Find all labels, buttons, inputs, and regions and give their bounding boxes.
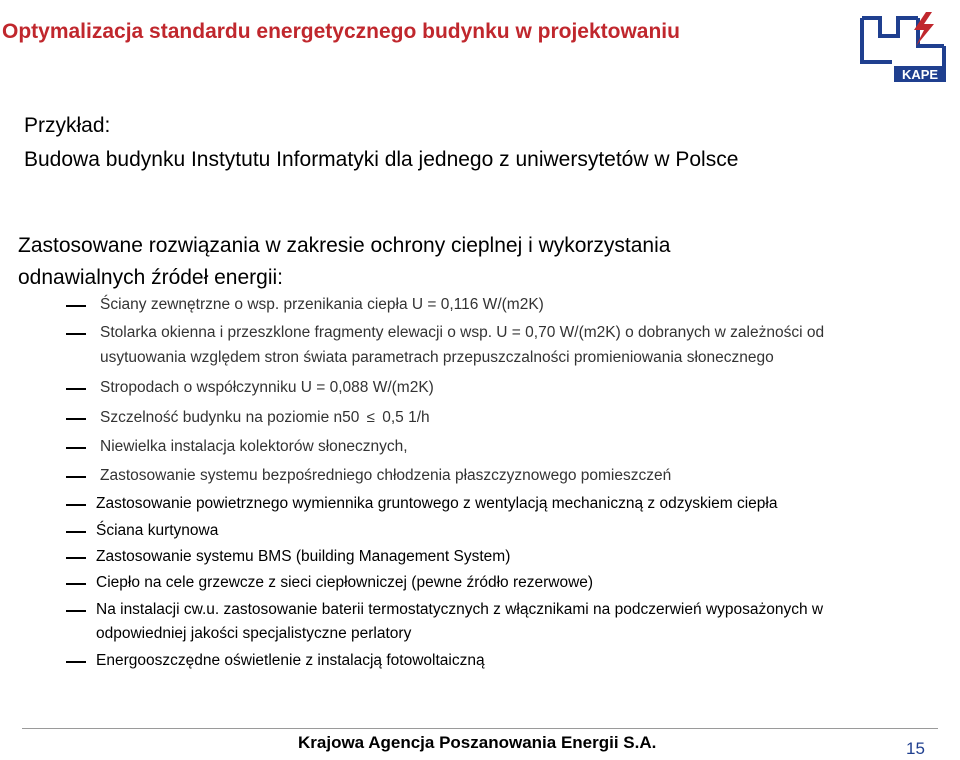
logo-text: KAPE bbox=[901, 67, 939, 82]
dash-bullet bbox=[66, 531, 86, 533]
dash-bullet bbox=[66, 447, 86, 449]
dash-bullet bbox=[66, 583, 86, 585]
dash-bullet bbox=[66, 476, 86, 478]
dash-bullet bbox=[66, 388, 86, 390]
section-heading bbox=[18, 230, 838, 294]
dash-bullet bbox=[66, 557, 86, 559]
dash-bullet bbox=[66, 418, 86, 420]
example-title: Budowa budynku Instytutu Informatyki dla jednego z uniwersytetów w Polsce bbox=[24, 148, 739, 171]
dash-bullet bbox=[66, 661, 86, 663]
footer-divider bbox=[22, 728, 938, 729]
less-equal-symbol: ≤ bbox=[366, 409, 375, 426]
dash-bullet bbox=[66, 504, 86, 506]
dash-bullet bbox=[66, 305, 86, 307]
dash-bullet bbox=[66, 610, 86, 612]
slide-title: Optymalizacja standardu energetycznego budynku w projektowaniu bbox=[2, 20, 680, 43]
page-number: 15 bbox=[906, 739, 925, 758]
dash-bullet bbox=[66, 333, 86, 335]
section-heading-line-2: odnawialnych źródeł energii: bbox=[18, 266, 283, 289]
section-heading-line-1: Zastosowane rozwiązania w zakresie ochrony cieplnej i wykorzystania bbox=[18, 234, 671, 257]
kape-logo bbox=[856, 6, 954, 88]
footer-organization: Krajowa Agencja Poszanowania Energii S.A. bbox=[298, 733, 657, 752]
example-label: Przykład: bbox=[24, 114, 111, 137]
